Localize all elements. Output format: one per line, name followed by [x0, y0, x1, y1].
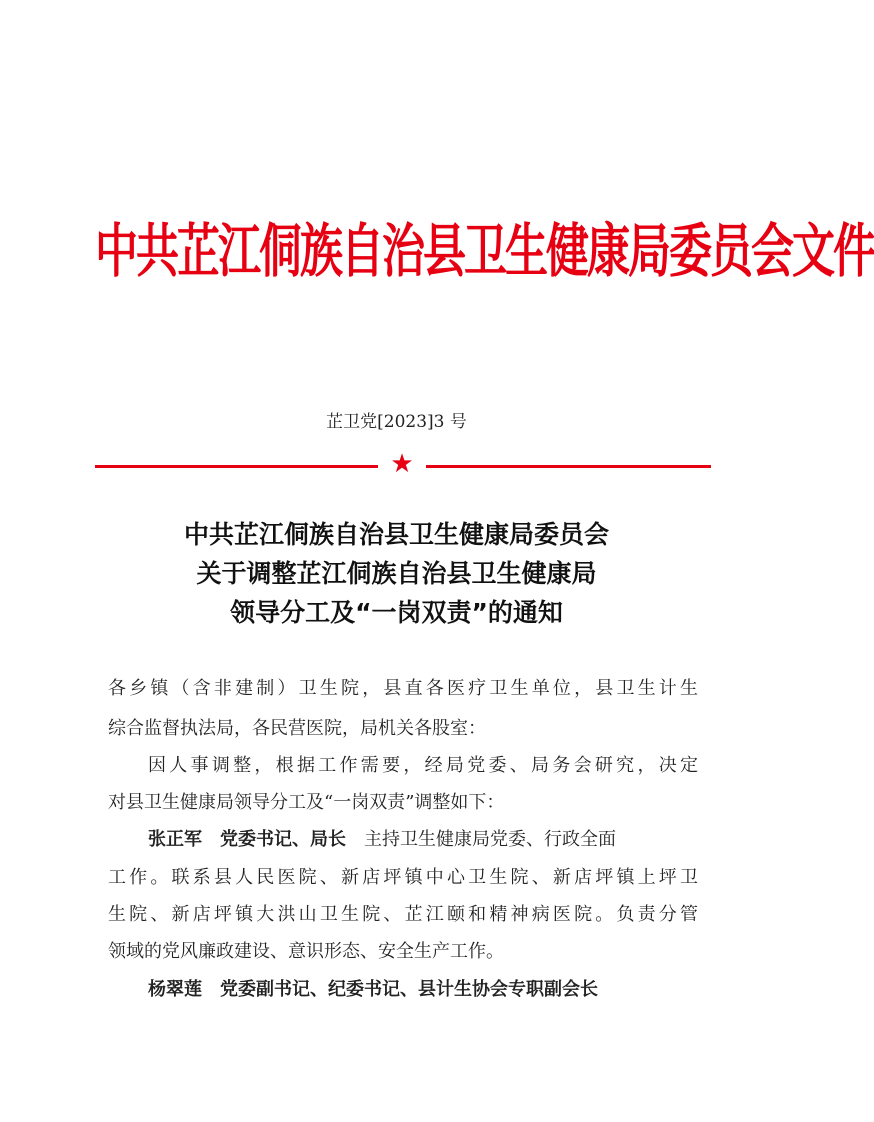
- red-divider-left: [95, 465, 378, 468]
- star-icon: ★: [390, 449, 414, 479]
- person-1-duty-line-2: 工作。联系县人民医院、新店坪镇中心卫生院、新店坪镇上坪卫: [108, 867, 698, 888]
- addressee-line-1: 各乡镇（含非建制）卫生院，县直各医疗卫生单位，县卫生计生: [108, 678, 698, 699]
- person-1-name-title: 张正军 党委书记、局长: [148, 829, 346, 850]
- intro-line-1: 因人事调整，根据工作需要，经局党委、局务会研究，决定: [148, 755, 698, 776]
- person-2-name-title: 杨翠莲 党委副书记、纪委书记、县计生协会专职副会长: [148, 979, 598, 1000]
- notice-title-line-1: 中共芷江侗族自治县卫生健康局委员会: [183, 520, 609, 549]
- person-1-paragraph-first-line: [148, 823, 698, 857]
- person-1-duty-line-4: 领域的党风廉政建设、意识形态、安全生产工作。: [108, 941, 504, 962]
- notice-title-line-2: 关于调整芷江侗族自治县卫生健康局: [196, 559, 597, 588]
- intro-line-2: 对县卫生健康局领导分工及“一岗双责”调整如下：: [108, 792, 505, 813]
- red-divider-right: [426, 465, 711, 468]
- person-1-duty-start: 主持卫生健康局党委、行政全面: [346, 829, 616, 850]
- document-masthead: 中共芷江侗族自治县卫生健康局委员会文件: [95, 218, 874, 286]
- notice-title-line-3: 领导分工及“一岗双责”的通知: [230, 598, 563, 627]
- person-1-duty-line-3: 生院、新店坪镇大洪山卫生院、芷江颐和精神病医院。负责分管: [108, 904, 698, 925]
- addressee-line-2: 综合监督执法局，各民营医院，局机关各股室：: [108, 718, 486, 739]
- document-number: 芷卫党[2023]3 号: [326, 412, 467, 432]
